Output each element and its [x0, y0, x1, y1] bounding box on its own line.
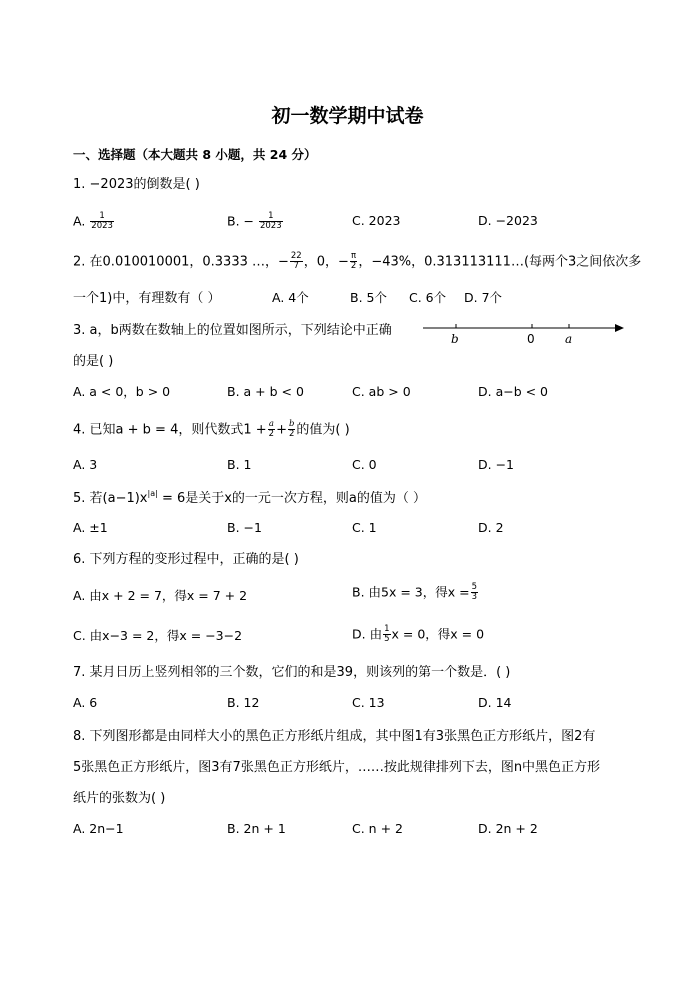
arrow-head-icon: [615, 324, 624, 332]
stem-text: 4. 已知a + b = 4，则代数式1 +: [73, 422, 267, 438]
question-2-option-c[interactable]: C. 6个: [409, 290, 447, 305]
superscript: |a|: [147, 489, 158, 498]
numerator: 1: [259, 212, 283, 222]
numerator: 22: [290, 251, 302, 261]
question-1-option-c[interactable]: C. 2023: [352, 213, 401, 228]
question-1-option-a[interactable]: [73, 212, 115, 232]
question-1-option-b[interactable]: [227, 212, 284, 232]
question-8-option-c[interactable]: C. n + 2: [352, 821, 403, 836]
fraction: [350, 252, 357, 272]
stem-text: ，−43%，0.313113111…(每两个3之间依次多: [358, 254, 642, 270]
section-heading: 一、选择题（本大题共 8 小题，共 24 分）: [73, 147, 317, 162]
denominator: 7: [293, 261, 300, 272]
plus-sign: +: [276, 422, 287, 438]
question-3-stem-line1: 3. a，b两数在数轴上的位置如图所示，下列结论中正确: [73, 323, 392, 338]
question-7-option-d[interactable]: D. 14: [478, 695, 512, 710]
denominator: 2023: [259, 221, 282, 232]
question-8-stem-line1: 8. 下列图形都是由同样大小的黑色正方形纸片组成，其中图1有3张黑色正方形纸片，图2有: [73, 729, 596, 744]
question-3-stem-line2: 的是( ): [73, 354, 114, 369]
question-3-option-c[interactable]: C. ab > 0: [352, 384, 411, 399]
question-5-option-d[interactable]: D. 2: [478, 520, 504, 535]
numerator: 1: [384, 624, 390, 634]
question-5-stem: [73, 490, 426, 505]
question-7-option-c[interactable]: C. 13: [352, 695, 385, 710]
question-2-option-a[interactable]: A. 4个: [272, 290, 309, 305]
question-4-option-b[interactable]: B. 1: [227, 457, 252, 472]
question-8-option-d[interactable]: D. 2n + 2: [478, 821, 538, 836]
question-3-option-d[interactable]: D. a−b < 0: [478, 384, 549, 399]
option-text: x = 0，得x = 0: [391, 626, 485, 642]
label-a: a: [565, 332, 573, 346]
question-4-option-d[interactable]: D. −1: [478, 457, 514, 472]
numerator: a: [268, 419, 274, 429]
fraction: [471, 583, 478, 603]
question-5-option-b[interactable]: B. −1: [227, 520, 262, 535]
label-b: b: [451, 332, 459, 346]
numerator: b: [288, 419, 295, 429]
question-3-option-b[interactable]: B. a + b < 0: [227, 384, 304, 399]
question-7-stem: 7. 某月日历上竖列相邻的三个数，它们的和是39，则该列的第一个数是．( ): [73, 665, 511, 680]
question-3-option-a[interactable]: A. a < 0，b > 0: [73, 384, 171, 399]
denominator: 2023: [91, 221, 113, 232]
question-8-stem-line3: 纸片的张数为( ): [73, 791, 166, 806]
numerator: 1: [90, 212, 114, 222]
question-8-option-b[interactable]: B. 2n + 1: [227, 821, 286, 836]
denominator: 2: [268, 429, 275, 440]
fraction: [90, 212, 114, 232]
question-2-stem-line2: 一个1)中，有理数有（ ）: [73, 291, 221, 306]
question-5-option-a[interactable]: A. ±1: [73, 520, 108, 535]
numerator: 5: [471, 582, 478, 592]
question-5-option-c[interactable]: C. 1: [352, 520, 377, 535]
question-4-option-a[interactable]: A. 3: [73, 457, 98, 472]
question-7-option-b[interactable]: B. 12: [227, 695, 260, 710]
denominator: 2: [288, 429, 295, 440]
question-1-stem: 1. −2023的倒数是( ): [73, 177, 200, 192]
option-letter: A.: [73, 213, 86, 229]
stem-text: 2. 在0.010010001，0.3333 …，−: [73, 254, 289, 270]
question-4-stem: [73, 420, 350, 440]
fraction: [259, 212, 283, 232]
question-4-option-c[interactable]: C. 0: [352, 457, 377, 472]
question-2-option-d[interactable]: D. 7个: [464, 290, 503, 305]
option-text: D. 由: [352, 626, 383, 642]
fraction: [290, 252, 303, 272]
question-2-option-b[interactable]: B. 5个: [350, 290, 387, 305]
question-1-option-d[interactable]: D. −2023: [478, 213, 538, 228]
question-8-option-a[interactable]: A. 2n−1: [73, 821, 124, 836]
question-6-option-b[interactable]: [352, 583, 479, 603]
question-8-stem-line2: 5张黑色正方形纸片，图3有7张黑色正方形纸片，……按此规律排列下去，图n中黑色正方形: [73, 760, 601, 775]
label-0: 0: [527, 332, 535, 346]
number-line-figure: [420, 318, 630, 348]
question-6-stem: 6. 下列方程的变形过程中，正确的是( ): [73, 552, 299, 567]
question-6-option-c[interactable]: C. 由x−3 = 2，得x = −3−2: [73, 628, 243, 643]
stem-text: 的值为( ): [296, 422, 350, 438]
denominator: 2: [350, 261, 357, 272]
option-text: B. 由5x = 3，得x =: [352, 584, 470, 600]
denominator: 5: [384, 634, 390, 645]
question-7-option-a[interactable]: A. 6: [73, 695, 98, 710]
option-letter: B. −: [227, 213, 254, 229]
page-title: 初一数学期中试卷: [271, 105, 424, 127]
question-2-stem-line1: [73, 252, 641, 272]
fraction: [268, 420, 275, 440]
stem-text: ，0，−: [303, 254, 349, 270]
stem-text: = 6是关于x的一元一次方程，则a的值为（ ）: [157, 491, 427, 506]
fraction: [383, 625, 390, 645]
numerator: π: [351, 251, 357, 261]
question-6-option-a[interactable]: A. 由x + 2 = 7，得x = 7 + 2: [73, 588, 248, 603]
fraction: [288, 420, 295, 440]
question-6-option-d[interactable]: [352, 625, 484, 645]
stem-text: 5. 若(a−1)x: [73, 491, 148, 506]
denominator: 3: [471, 592, 478, 603]
